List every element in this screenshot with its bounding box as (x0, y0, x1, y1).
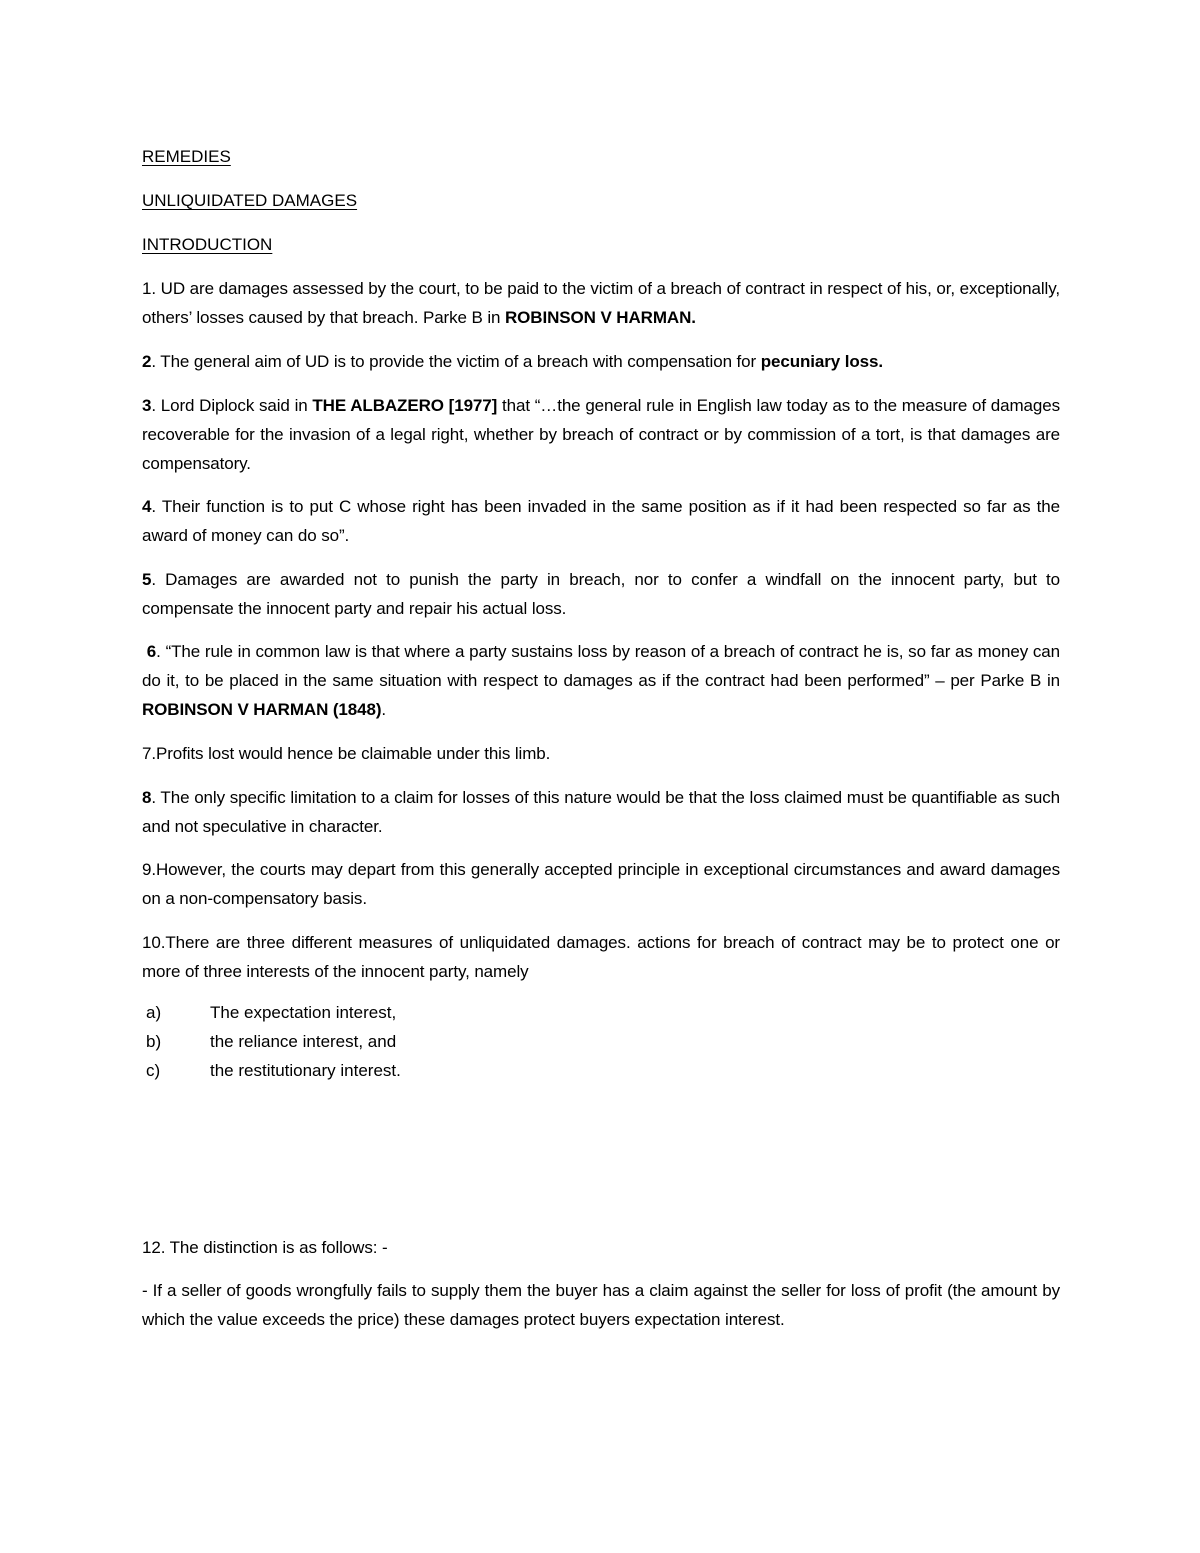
paragraph-13: - If a seller of goods wrongfully fails to supply them the buyer has a claim against the seller for loss of profit (the amount by which the value exceeds the price) these damages protect buyers expectation interest. (142, 1281, 1060, 1329)
heading-introduction: INTRODUCTION (142, 235, 273, 254)
heading-unliquidated-damages: UNLIQUIDATED DAMAGES (142, 191, 358, 210)
paragraph-2: 2. The general aim of UD is to provide the victim of a breach with compensation for pecuniary loss. (142, 352, 883, 371)
paragraph-9: 9.However, the courts may depart from this generally accepted principle in exceptional circumstances and award damages on a non-compensatory basis. (142, 860, 1060, 908)
paragraph-3: 3. Lord Diplock said in THE ALBAZERO [1977] that “…the general rule in English law today as to the measure of damages recoverable for the invasion of a legal right, whether by breach of contract or by commission of a tort, is that damages are compensatory. (142, 396, 1060, 473)
list-item: c) the restitutionary interest. (146, 1061, 401, 1080)
paragraph-7: 7.Profits lost would hence be claimable under this limb. (142, 744, 551, 763)
interests-list (142, 998, 1042, 1085)
list-item: b) the reliance interest, and (146, 1032, 397, 1051)
paragraph-5: 5. Damages are awarded not to punish the party in breach, nor to confer a windfall on the innocent party, but to compensate the innocent party and repair his actual loss. (142, 570, 1060, 618)
heading-remedies: REMEDIES (142, 147, 231, 166)
paragraph-4: 4. Their function is to put C whose right has been invaded in the same position as if it had been respected so far as the award of money can do so”. (142, 497, 1060, 545)
paragraph-8: 8. The only specific limitation to a claim for losses of this nature would be that the loss claimed must be quantifiable as such and not speculative in character. (142, 788, 1060, 836)
paragraph-1: 1. UD are damages assessed by the court, to be paid to the victim of a breach of contract in respect of his, or, exceptionally, others’ losses caused by that breach. Parke B in ROBINSON V HARMAN. (142, 279, 1060, 327)
paragraph-12: 12. The distinction is as follows: - (142, 1238, 388, 1257)
paragraph-6: 6. “The rule in common law is that where a party sustains loss by reason of a breach of contract he is, so far as money can do it, to be placed in the same situation with respect to damages as if the contract had been performed” – per Parke B in ROBINSON V HARMAN (1848). (142, 642, 1061, 719)
paragraph-10: 10.There are three different measures of unliquidated damages. actions for breach of contract may be to protect one or more of three interests of the innocent party, namely (142, 933, 1060, 981)
list-item: a) The expectation interest, (146, 1003, 397, 1022)
